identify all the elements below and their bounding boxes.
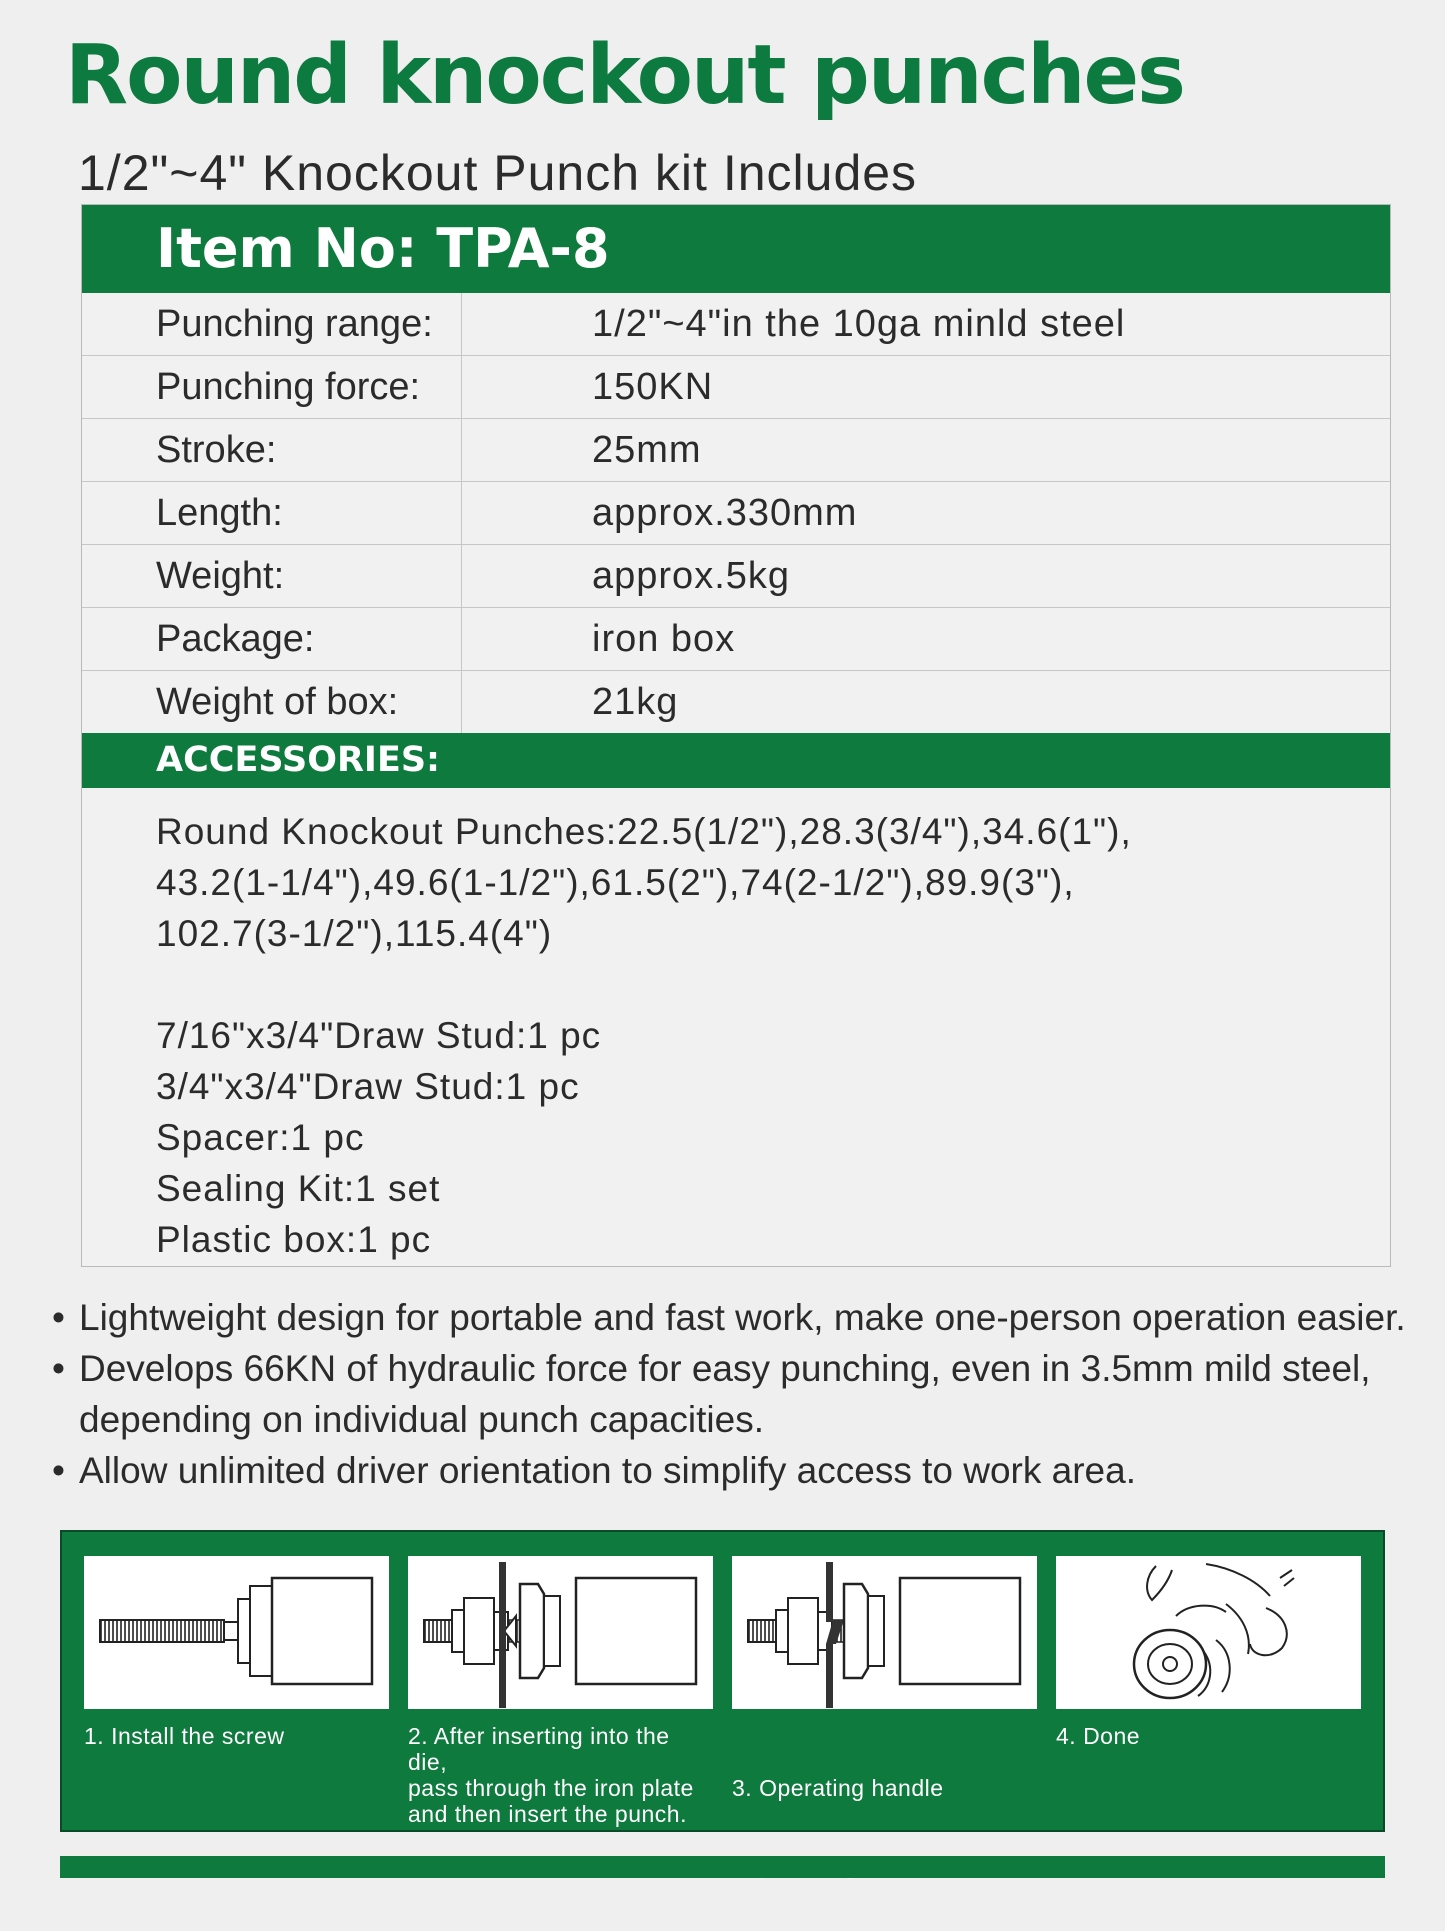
punch-sizes bbox=[156, 806, 1350, 959]
step-caption bbox=[408, 1723, 713, 1827]
step-caption-line: 1. Install the screw bbox=[84, 1723, 285, 1749]
feature-text-line: Develops 66KN of hydraulic force for easy punching, even in 3.5mm mild steel, bbox=[79, 1348, 1371, 1389]
step-caption-line: 3. Operating handle bbox=[732, 1775, 944, 1801]
step-1 bbox=[84, 1556, 389, 1749]
accessory-item: Spacer:1 pc bbox=[156, 1117, 365, 1158]
spec-value: 1/2"~4"in the 10ga minld steel bbox=[592, 303, 1126, 345]
spec-row bbox=[82, 608, 1390, 671]
spec-table bbox=[81, 204, 1391, 1267]
accessory-item: Sealing Kit:1 set bbox=[156, 1168, 441, 1209]
step-caption bbox=[1056, 1723, 1361, 1749]
feature-item bbox=[52, 1445, 1432, 1496]
usage-steps-panel bbox=[60, 1530, 1385, 1832]
spec-label: Weight: bbox=[82, 545, 462, 607]
accessory-item: Plastic box:1 pc bbox=[156, 1219, 432, 1260]
spec-label: Package: bbox=[82, 608, 462, 670]
spec-label: Punching force: bbox=[82, 356, 462, 418]
feature-text-line: depending on individual punch capacities. bbox=[79, 1399, 765, 1440]
item-number-header: Item No: TPA-8 bbox=[82, 205, 1390, 293]
footer-bar bbox=[60, 1856, 1385, 1878]
bullet-icon: • bbox=[52, 1450, 65, 1491]
accessories-header: ACCESSORIES: bbox=[82, 733, 1390, 788]
spec-value: approx.330mm bbox=[592, 492, 858, 534]
bullet-icon: • bbox=[52, 1297, 65, 1338]
step-4 bbox=[1056, 1556, 1361, 1749]
step-4-illustration bbox=[1056, 1556, 1361, 1709]
spec-value: 21kg bbox=[592, 681, 679, 723]
spec-row bbox=[82, 671, 1390, 733]
step-caption bbox=[84, 1723, 389, 1749]
accessory-item: 3/4"x3/4"Draw Stud:1 pc bbox=[156, 1066, 580, 1107]
step-caption-line: and then insert the punch. bbox=[408, 1801, 687, 1827]
step-3-illustration bbox=[732, 1556, 1037, 1709]
step-caption-line: 4. Done bbox=[1056, 1723, 1141, 1749]
step-caption-line: pass through the iron plate bbox=[408, 1775, 694, 1801]
step-2 bbox=[408, 1556, 713, 1827]
punch-sizes-line: 43.2(1-1/4"),49.6(1-1/2"),61.5(2"),74(2-1/2"),89.9(3"), bbox=[156, 862, 1075, 903]
accessories-body bbox=[82, 788, 1390, 1265]
spec-row bbox=[82, 419, 1390, 482]
spec-label: Punching range: bbox=[82, 293, 462, 355]
step-caption-line: 2. After inserting into the die, bbox=[408, 1723, 670, 1775]
feature-item bbox=[52, 1343, 1432, 1445]
feature-text-line: Allow unlimited driver orientation to simplify access to work area. bbox=[79, 1450, 1136, 1491]
spec-value: 25mm bbox=[592, 429, 702, 471]
feature-list bbox=[52, 1292, 1432, 1496]
accessory-item: 7/16"x3/4"Draw Stud:1 pc bbox=[156, 1015, 602, 1056]
spec-value: 150KN bbox=[592, 366, 714, 408]
step-2-illustration bbox=[408, 1556, 713, 1709]
spec-row bbox=[82, 482, 1390, 545]
spec-label: Weight of box: bbox=[82, 671, 462, 733]
spec-row bbox=[82, 356, 1390, 419]
page-title: Round knockout punches bbox=[65, 28, 1184, 123]
spec-row bbox=[82, 545, 1390, 608]
spec-row bbox=[82, 293, 1390, 356]
spec-label: Stroke: bbox=[82, 419, 462, 481]
punch-sizes-line: 102.7(3-1/2"),115.4(4") bbox=[156, 913, 553, 954]
bullet-icon: • bbox=[52, 1348, 65, 1389]
feature-text-line: Lightweight design for portable and fast work, make one-person operation easier. bbox=[79, 1297, 1406, 1338]
feature-item bbox=[52, 1292, 1432, 1343]
page-subtitle: 1/2"~4" Knockout Punch kit Includes bbox=[78, 145, 918, 201]
spec-value: approx.5kg bbox=[592, 555, 791, 597]
step-caption bbox=[732, 1723, 1037, 1931]
spec-value: iron box bbox=[592, 618, 736, 660]
spec-label: Length: bbox=[82, 482, 462, 544]
punch-sizes-line: Round Knockout Punches:22.5(1/2"),28.3(3/4"),34.6(1"), bbox=[156, 811, 1132, 852]
step-1-illustration bbox=[84, 1556, 389, 1709]
